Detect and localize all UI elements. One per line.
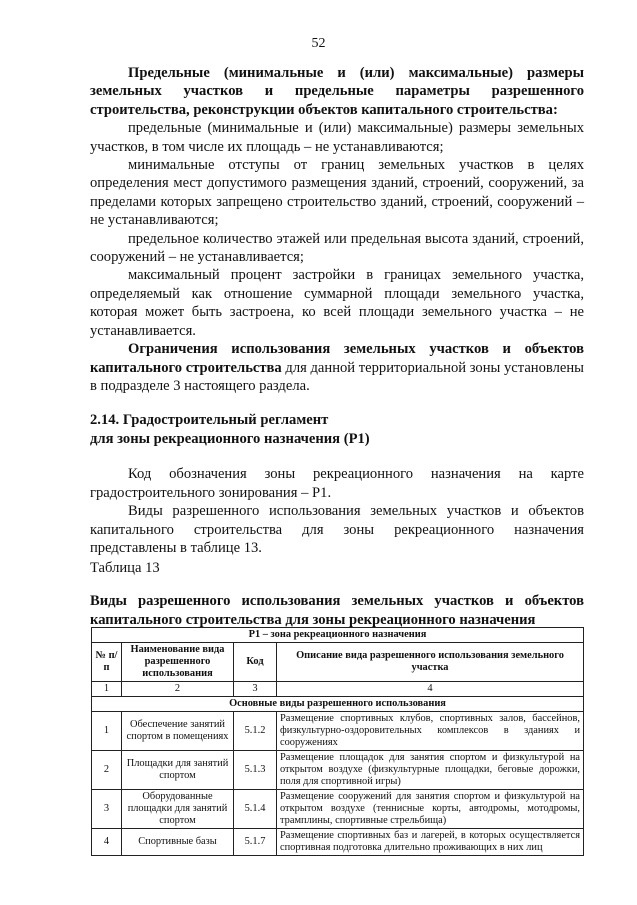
table-row — [92, 790, 584, 829]
document-body — [90, 64, 584, 642]
row-desc: Размещение сооружений для занятия спортом и физкультурой на открытом воздухе (теннисные корты, автодромы, мотодромы, трамплины, спортивные стрельбища) — [277, 790, 584, 829]
col-number: 1 — [92, 682, 122, 697]
row-code: 5.1.2 — [234, 712, 277, 751]
restrictions-paragraph — [90, 340, 584, 395]
header-desc: Описание вида разрешенного использования земельного участка — [277, 643, 584, 682]
table-row — [92, 751, 584, 790]
row-desc: Размещение спортивных клубов, спортивных залов, бассейнов, физкультурно-оздоровительных комплексов в зданиях и сооружениях — [277, 712, 584, 751]
limits-item: максимальный процент застройки в границах земельного участка, определяемый как отношение суммарной площади земельного участка, которая может быть застроена, ко всей площади земельного участка – не устанавливается. — [90, 267, 584, 339]
header-name: Наименование вида разрешенного использования — [122, 643, 234, 682]
page-number: 52 — [311, 36, 326, 51]
header-code: Код — [234, 643, 277, 682]
table-caption: Таблица 13 — [90, 560, 160, 577]
table-row — [92, 829, 584, 856]
row-code: 5.1.7 — [234, 829, 277, 856]
table-row — [92, 712, 584, 751]
row-num: 1 — [92, 712, 122, 751]
section-title-line1: 2.14. Градостроительный регламент — [90, 412, 329, 429]
col-number: 2 — [122, 682, 234, 697]
row-num: 2 — [92, 751, 122, 790]
zone-header: Р1 – зона рекреационного назначения — [92, 628, 584, 643]
types-paragraph: Виды разрешенного использования земельных участков и объектов капитального строительства для зоны рекреационного назначения представлены в таблице 13. — [90, 503, 584, 556]
limits-heading: Предельные (минимальные и (или) максимальные) размеры земельных участков и предельные параметры разрешенного строительства, реконструкции объектов капитального строительства: — [90, 65, 584, 118]
zoning-table — [91, 627, 584, 856]
col-number: 3 — [234, 682, 277, 697]
row-desc: Размещение площадок для занятия спортом и физкультурой на открытом воздухе (физкультурные площадки, беговые дорожки, поля для спортивной игры) — [277, 751, 584, 790]
limits-item: минимальные отступы от границ земельных участков в целях определения мест допустимого размещения зданий, строений, сооружений, за пределами которых запрещено строительство зданий, строений, сооружений – не устанавливаются; — [90, 157, 584, 229]
code-paragraph: Код обозначения зоны рекреационного назначения на карте градостроительного зонирования – Р1. — [90, 466, 584, 501]
limits-item: предельное количество этажей или предельная высота зданий, строений, сооружений – не устанавливается; — [90, 230, 584, 266]
row-desc: Размещение спортивных баз и лагерей, в которых осуществляется спортивная подготовка длительно проживающих в них лиц — [277, 829, 584, 856]
limits-item: предельные (минимальные и (или) максимальные) размеры земельных участков, в том числе их площадь – не устанавливаются; — [90, 120, 584, 155]
section-title — [90, 411, 584, 449]
header-num: № п/п — [92, 643, 122, 682]
restrictions-rest: для данной территориальной зоны установлены в подразделе 3 настоящего раздела. — [90, 359, 584, 394]
row-code: 5.1.3 — [234, 751, 277, 790]
table-title: Виды разрешенного использования земельных участков и объектов капитального строительства для зоны рекреационного назначения — [90, 592, 584, 628]
restrictions-bold: Ограничения использования земельных участков и объектов капитального строительства — [90, 341, 584, 376]
row-code: 5.1.4 — [234, 790, 277, 829]
row-num: 4 — [92, 829, 122, 856]
row-num: 3 — [92, 790, 122, 829]
table-subheader: Основные виды разрешенного использования — [92, 697, 584, 712]
row-name: Оборудованные площадки для занятий спортом — [122, 790, 234, 829]
row-name: Спортивные базы — [122, 829, 234, 856]
section-title-line2: для зоны рекреационного назначения (Р1) — [90, 431, 370, 448]
row-name: Обеспечение занятий спортом в помещениях — [122, 712, 234, 751]
row-name: Площадки для занятий спортом — [122, 751, 234, 790]
col-number: 4 — [277, 682, 584, 697]
